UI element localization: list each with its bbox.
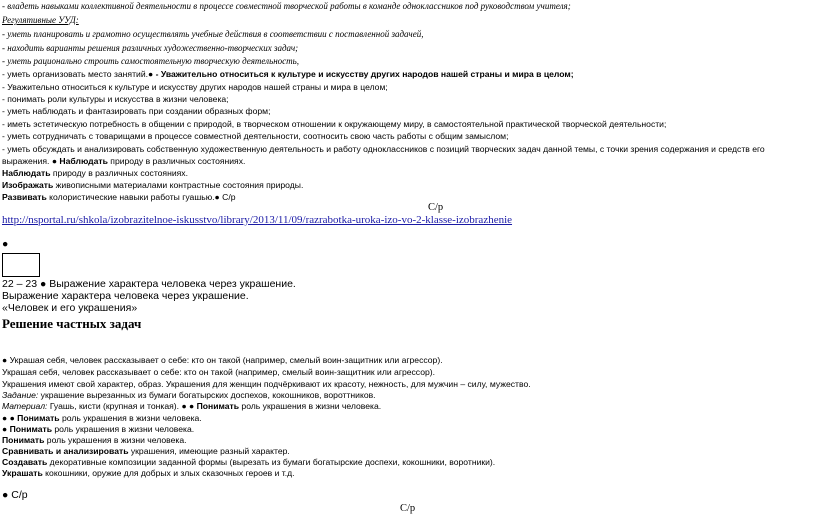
nsportal-link[interactable]: http://nsportal.ru/shkola/izobrazitelnoe-iskusstvo/library/2013/11/09/razrabotka-uroka-izo-vo-2-klasse-izobrazhenie [2, 214, 513, 226]
text-line: Материал: Гуашь, кисти (крупная и тонкая). ● ● Понимать роль украшения в жизни человека. [2, 401, 382, 411]
text-line: - иметь эстетическую потребность в общении с природой, в творческом отношении к окружающему миру, в самостоятельной практической творческой деятельности; [2, 119, 667, 129]
bullet: ● [2, 239, 9, 250]
empty-box [2, 253, 40, 277]
text-line: Украшая себя, человек рассказывает о себе: кто он такой (например, смелый воин-защитник или агрессор). [2, 367, 436, 377]
lesson-title: 22 – 23 ● Выражение характера человека через украшение. [2, 278, 296, 290]
text-line: - уметь рационально строить самостоятельную творческую деятельность, [2, 56, 299, 66]
text-line: Создавать декоративные композиции заданной формы (вырезать из бумаги богатырские доспехи, кокошники, воротники). [2, 457, 496, 467]
text-line: ● Понимать роль украшения в жизни человека. [2, 424, 195, 434]
text-line: выражения. ● Наблюдать природу в различных состояниях. [2, 156, 246, 166]
text-line: - уметь наблюдать и фантазировать при создании образных форм; [2, 106, 271, 116]
text-line: Понимать роль украшения в жизни человека. [2, 435, 187, 445]
text-line: - находить варианты решения различных художественно-творческих задач; [2, 43, 299, 53]
text-line: ● Украшая себя, человек рассказывает о себе: кто он такой (например, смелый воин-защитник или агрессор). [2, 355, 443, 365]
text-line: Сравнивать и анализировать украшения, имеющие разный характер. [2, 446, 290, 456]
text-line: - уметь планировать и грамотно осуществлять учебные действия в соответствии с поставленной задачей, [2, 29, 424, 39]
text-line: - владеть навыками коллективной деятельности в процессе совместной творческой работы в команде одноклассников под руководством учителя; [2, 1, 571, 11]
text-line: Развивать колористические навыки работы гуашью.● С/р [2, 192, 236, 202]
srp-label: ● С/р [2, 489, 28, 501]
text-line: - уметь сотрудничать с товарищами в процессе совместной деятельности, соотносить свою часть работы с общим замыслом; [2, 131, 509, 141]
text-line: Украшать кокошники, оружие для добрых и злых сказочных героев и т.д. [2, 468, 295, 478]
text-line: - уметь обсуждать и анализировать собственную художественную деятельность и работу одноклассников с позиций творческих задач данной темы, с точки зрения содержания и средств его [2, 144, 765, 154]
text-line: Наблюдать природу в различных состояниях. [2, 168, 188, 178]
lesson-subtitle: «Человек и его украшения» [2, 302, 138, 314]
text-line: Задание: украшение вырезанных из бумаги богатырских доспехов, кокошников, вороттников. [2, 390, 376, 400]
srp-label: С/р [400, 503, 416, 514]
text-line: Украшения имеют свой характер, образ. Украшения для женщин подчёркивают их красоту, нежность, для мужчин – силу, мужество. [2, 379, 531, 389]
text-line: Изображать живописными материалами контрастные состояния природы. [2, 180, 304, 190]
text-line: - Уважительно относиться к культуре и искусству других народов нашей страны и мира в целом; [2, 82, 388, 92]
section-heading: Регулятивные УУД: [2, 15, 79, 25]
text-line: - понимать роли культуры и искусства в жизни человека; [2, 94, 229, 104]
text-line: ● ● Понимать роль украшения в жизни человека. [2, 413, 202, 423]
section-heading: Решение частных задач [2, 316, 142, 331]
text-line: - уметь организовать место занятий.● - Уважительно относиться к культуре и искусству других народов нашей страны и мира в целом; [2, 69, 574, 79]
srp-label: С/р [428, 202, 444, 213]
text-line: Выражение характера человека через украшение. [2, 290, 249, 302]
